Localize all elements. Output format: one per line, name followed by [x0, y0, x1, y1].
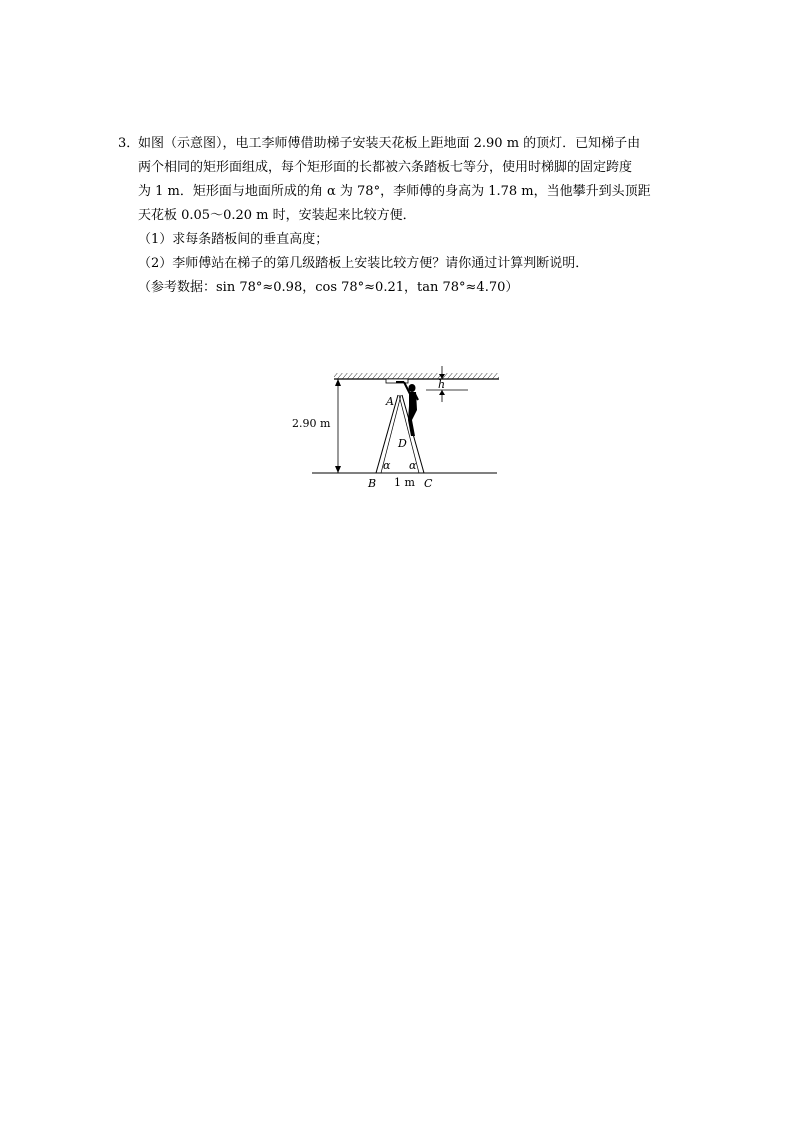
sub-question-2: （2）李师傅站在梯子的第几级踏板上安装比较方便？请你通过计算判断说明．: [138, 256, 589, 271]
reference-data: （参考数据：sin 78°≈0.98，cos 78°≈0.21，tan 78°≈4.70）: [138, 280, 519, 295]
height-label: 2.90 m: [292, 417, 331, 430]
problem-text-3: 为 1 m．矩形面与地面所成的角 α 为 78°，李师傅的身高为 1.78 m，当他攀升到头顶距: [138, 184, 651, 199]
sub-question-1: （1）求每条踏板间的垂直高度；: [138, 232, 329, 247]
point-B-label: B: [368, 477, 377, 490]
problem-text-2: 两个相同的矩形面组成，每个矩形面的长都被六条踏板七等分，使用时梯脚的固定跨度: [138, 160, 633, 175]
problem-block: [118, 132, 678, 300]
electrician-figure: [396, 382, 418, 436]
point-D-label: D: [398, 437, 407, 450]
ladder-diagram: [278, 360, 518, 500]
problem-text-4: 天花板 0.05～0.20 m 时，安装起来比较方便．: [138, 208, 416, 223]
ceiling-hatch: [334, 373, 499, 379]
point-A-label: A: [386, 395, 394, 408]
angle-alpha-left: α: [383, 459, 391, 472]
problem-number: 3．: [118, 136, 140, 151]
point-C-label: C: [424, 477, 433, 490]
problem-line-1: [118, 132, 678, 156]
ladder-figure: [278, 360, 518, 500]
height-arrowhead-bottom: [335, 466, 341, 473]
angle-alpha-right: α: [409, 459, 417, 472]
h-label: h: [438, 378, 446, 391]
height-arrowhead-top: [335, 379, 341, 386]
problem-text-1: 如图（示意图），电工李师傅借助梯子安装天花板上距地面 2.90 m 的顶灯．已知梯子由: [138, 136, 641, 151]
span-label: 1 m: [394, 476, 415, 489]
